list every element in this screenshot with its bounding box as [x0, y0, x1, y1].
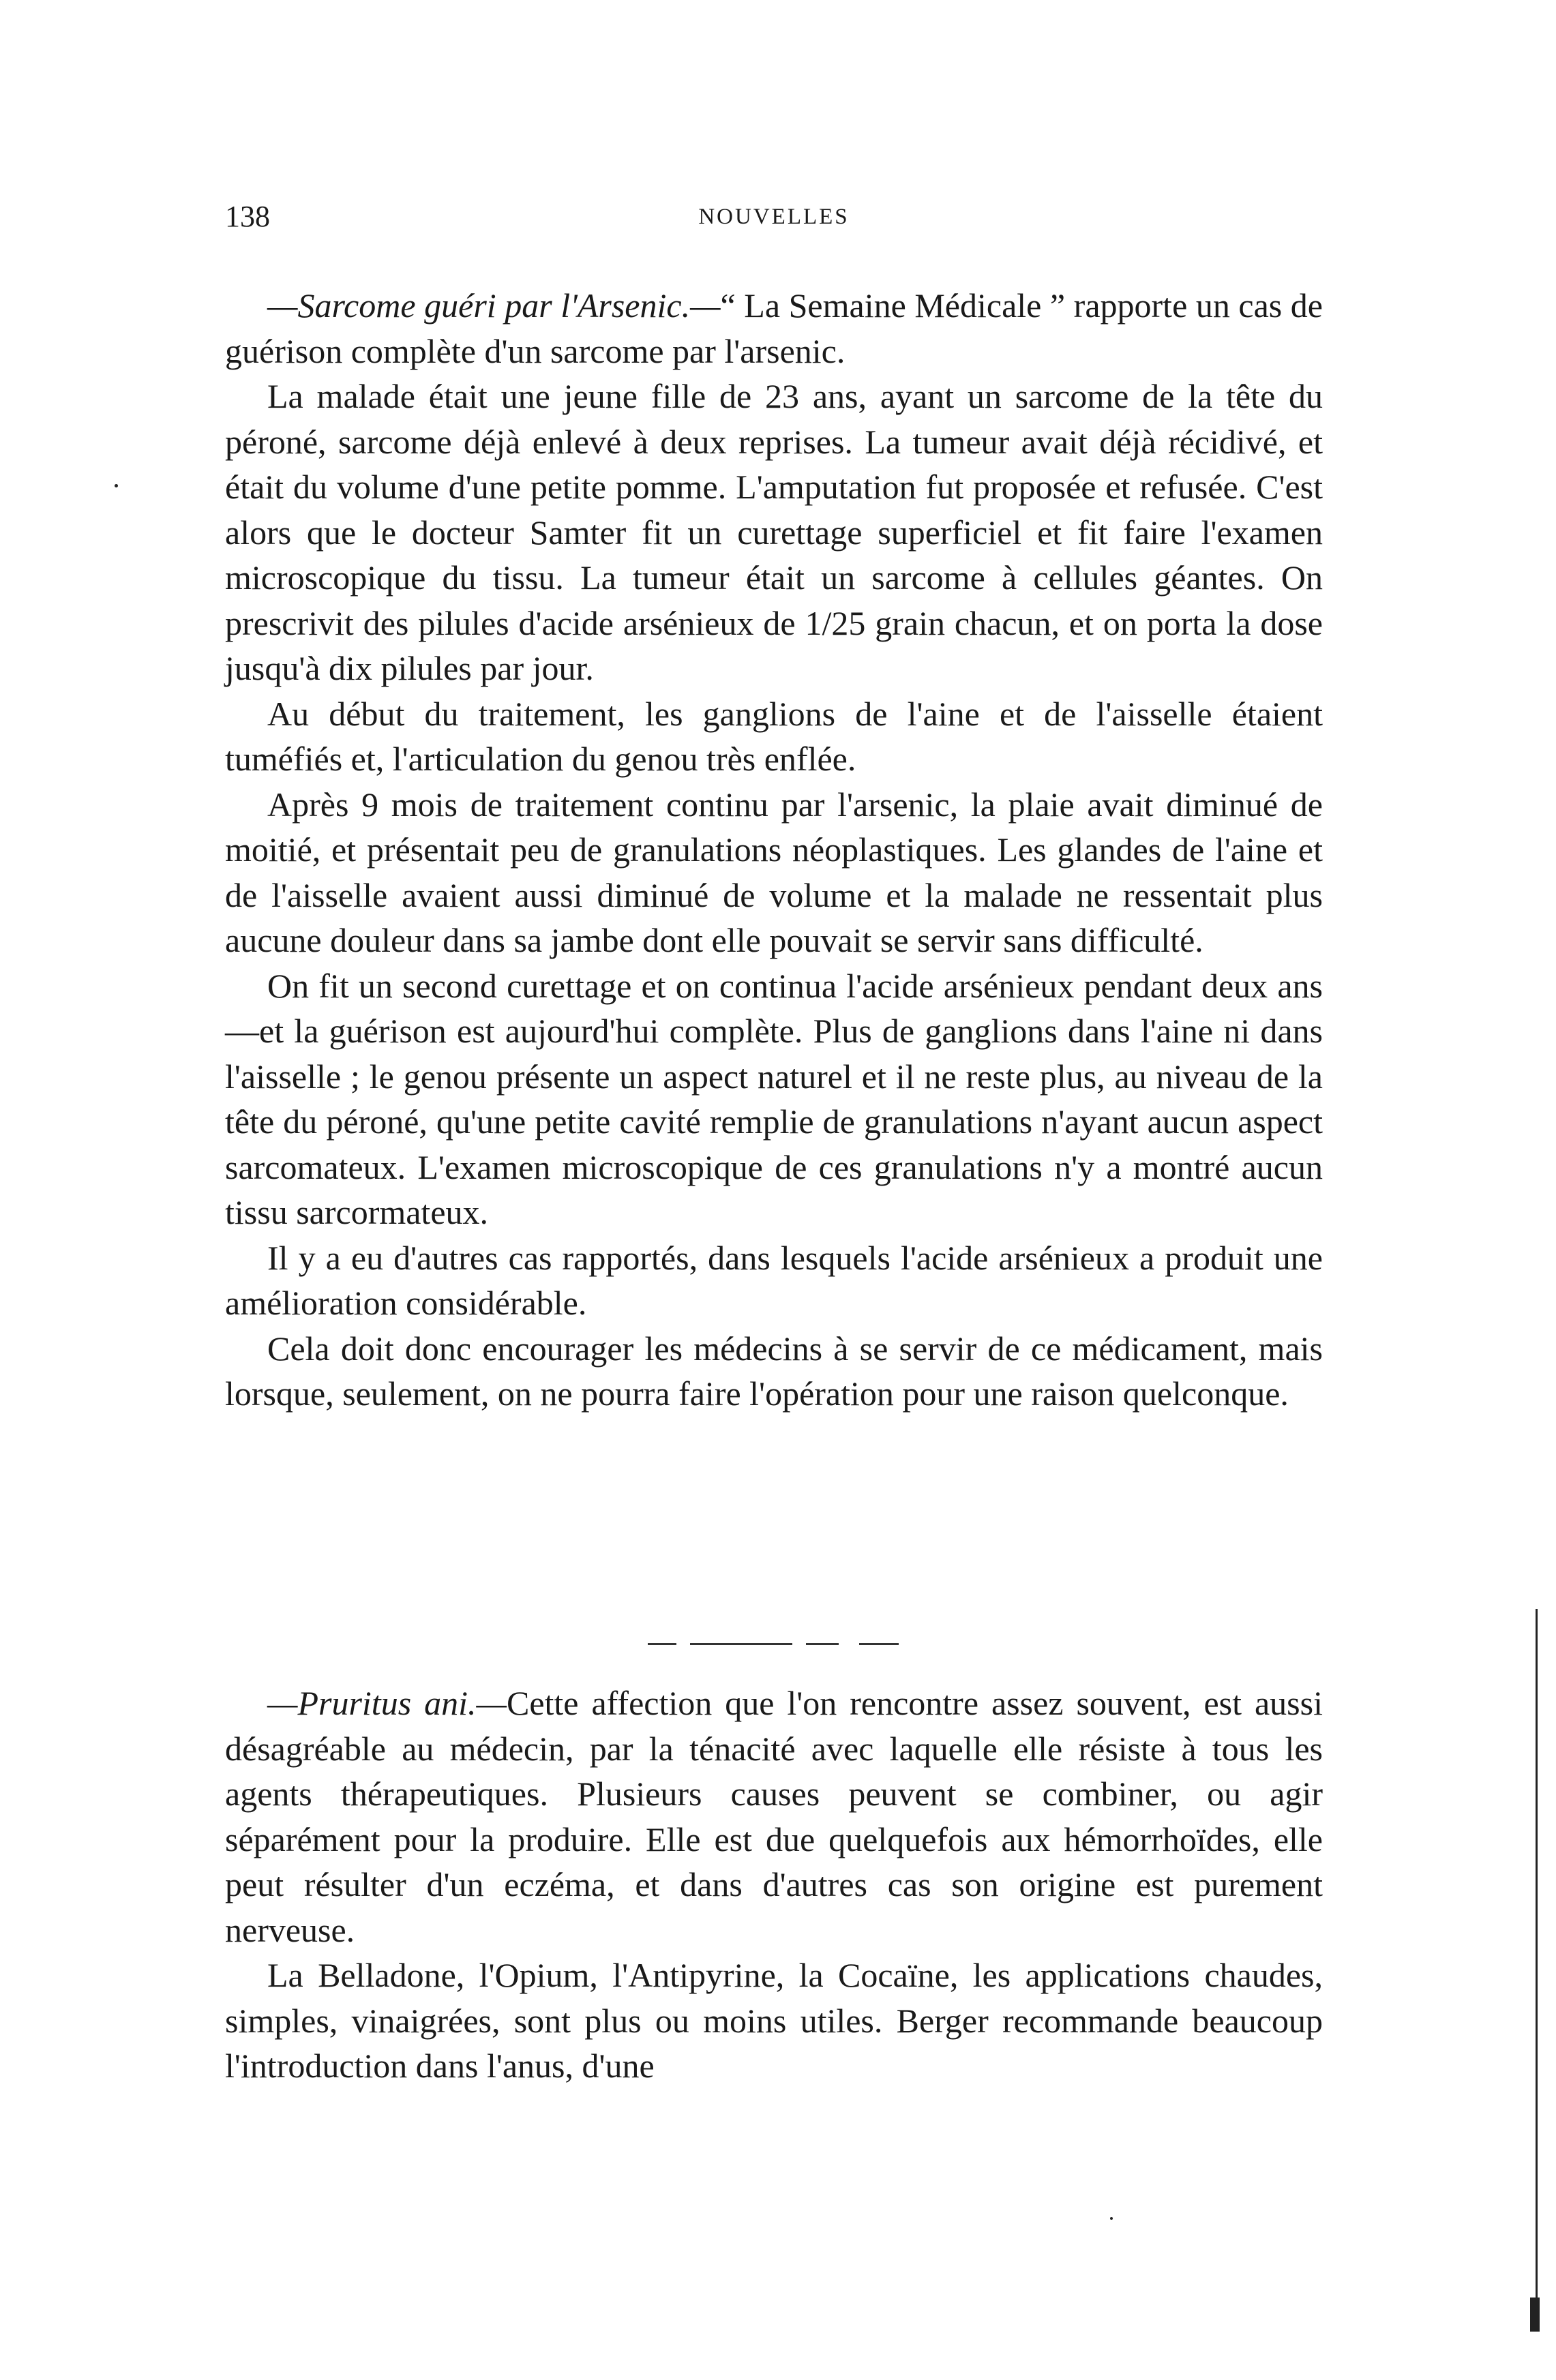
article-pruritus [225, 1681, 1323, 2089]
running-head [225, 199, 1323, 240]
scan-dot [115, 484, 118, 487]
article-title: —Pruritus ani.— [267, 1684, 507, 1722]
article-paragraph [225, 1681, 1323, 1953]
article-paragraph: Après 9 mois de traitement continu par l'arsenic, la plaie avait diminué de moitié, et présentait peu de granulations néoplastiques. Les glandes de l'aine et de l'aisselle avaient aussi diminué de volume et la malade ne ressentait plus aucune douleur dans sa jambe dont elle pouvait se servir sans difficulté. [225, 785, 1323, 959]
article-paragraph: Il y a eu d'autres cas rapportés, dans lesquels l'acide arsénieux a produit une amélioration considérable. [225, 1238, 1323, 1322]
scan-edge-mark [1530, 2298, 1540, 2332]
article-sarcome [225, 283, 1323, 1417]
document-page [225, 0, 1323, 2380]
page-number: 138 [225, 200, 270, 233]
running-title: NOUVELLES [698, 205, 850, 229]
paragraph-text: Cette affection que l'on rencontre assez souvent, est aussi désagréable au médecin, par la ténacité avec laquelle elle résiste à tous les agents thérapeutiques. Plusieurs causes peuvent se combiner, ou agir séparément pour la produire. Elle est due quelquefois aux hémorrhoïdes, elle peut résulter d'un eczéma, et dans d'autres cas son origine est purement nerveuse. [225, 1684, 1323, 1949]
article-paragraph: La Belladone, l'Opium, l'Antipyrine, la Cocaïne, les applications chaudes, simples, vinaigrées, sont plus ou moins utiles. Berger recommande beaucoup l'introduction dans l'anus, d'une [225, 1956, 1323, 2085]
section-separator [648, 1642, 907, 1646]
paragraph-text: “ La Semaine Médicale ” rapporte un cas de guérison complète d'un sarcome par l'arsenic. [225, 286, 1323, 370]
article-title: —Sarcome guéri par l'Arsenic.— [267, 286, 721, 325]
article-paragraph: Cela doit donc encourager les médecins à se servir de ce médicament, mais lorsque, seulement, on ne pourra faire l'opération pour une raison quelconque. [225, 1329, 1323, 1413]
scan-dot [1110, 2217, 1113, 2220]
article-paragraph: La malade était une jeune fille de 23 ans, ayant un sarcome de la tête du péroné, sarcome déjà enlevé à deux reprises. La tumeur avait déjà récidivé, et était du volume d'une petite pomme. L'amputation fut proposée et refusée. C'est alors que le docteur Samter fit un curettage superficiel et fit faire l'examen microscopique du tissu. La tumeur était un sarcome à cellules géantes. On prescrivit des pilules d'acide arsénieux de 1/25 grain chacun, et on porta la dose jusqu'à dix pilules par jour. [225, 377, 1323, 687]
article-paragraph [225, 283, 1323, 374]
article-paragraph: Au début du traitement, les ganglions de l'aine et de l'aisselle étaient tuméfiés et, l'articulation du genou très enflée. [225, 694, 1323, 778]
scan-edge-line [1536, 1609, 1538, 2332]
article-paragraph: On fit un second curettage et on continua l'acide arsénieux pendant deux ans—et la guérison est aujourd'hui complète. Plus de ganglions dans l'aine ni dans l'aisselle ; le genou présente un aspect naturel et il ne reste plus, au niveau de la tête du péroné, qu'une petite cavité remplie de granulations n'ayant aucun aspect sarcomateux. L'examen microscopique de ces granulations n'y a montré aucun tissu sarcormateux. [225, 966, 1323, 1231]
